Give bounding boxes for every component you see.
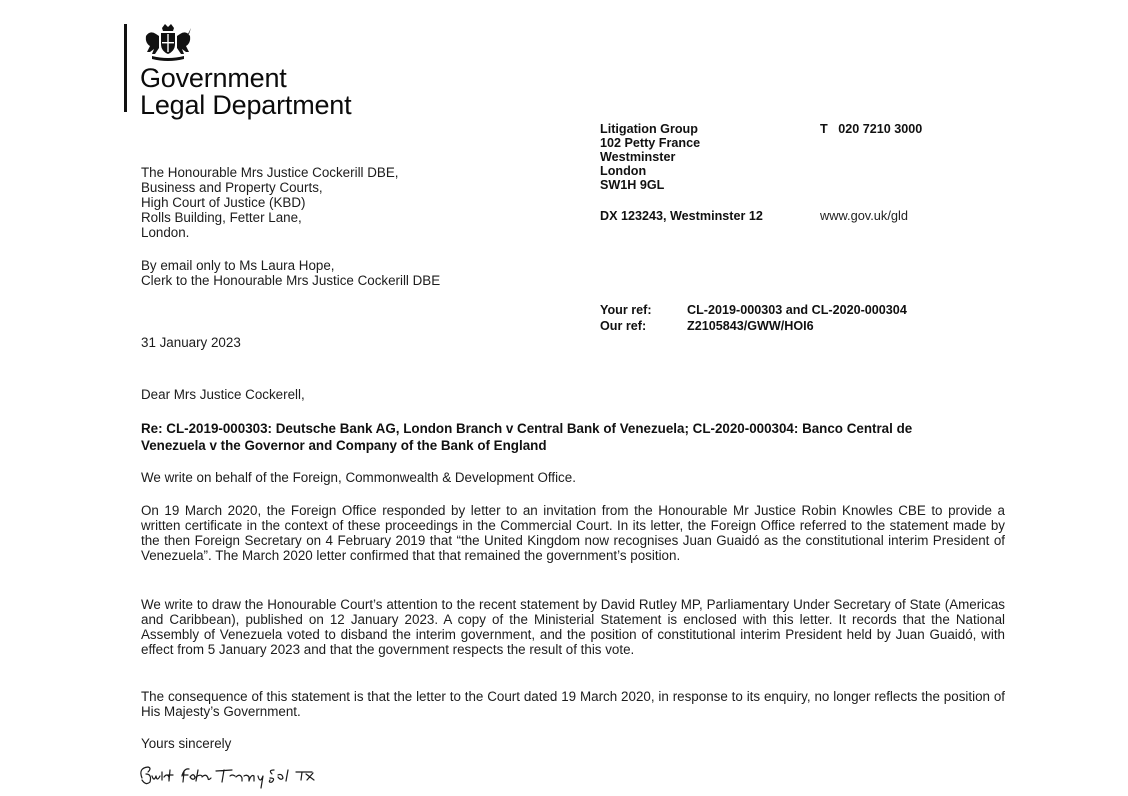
letterhead-line-1: Government: [140, 63, 287, 93]
sender-address-line: Litigation Group: [600, 122, 698, 136]
body-paragraph: We write to draw the Honourable Court’s attention to the recent statement by David Rutley MP, Parliamentary Under Secretary of State (Americas and Caribbean), published on 12 January 2023. A copy of the Ministerial Statement is enclosed with this letter. It records that the National Assembly of Venezuela voted to disband the interim government, and the position of constitutional interim President held by Juan Guaidó, with effect from 5 January 2023 and that the government respects the result of this vote.: [141, 597, 1005, 657]
sender-dx: DX 123243, Westminster 12: [600, 209, 763, 223]
sender-address: [600, 122, 700, 192]
recipient-line: Business and Property Courts,: [141, 180, 323, 195]
letter-date: 31 January 2023: [141, 335, 241, 350]
subject-line: Re: CL-2019-000303: Deutsche Bank AG, London Branch v Central Bank of Venezuela; CL-2020-000304: Banco Central de Venezuela v the Governor and Company of the Bank of England: [141, 421, 913, 453]
sender-phone: T 020 7210 3000: [820, 122, 923, 136]
recipient-line: High Court of Justice (KBD): [141, 195, 306, 210]
your-ref-value: CL-2019-000303 and CL-2020-000304: [687, 303, 907, 317]
your-ref-label: Your ref:: [600, 303, 652, 317]
our-ref-value: Z2105843/GWW/HOI6: [687, 319, 814, 333]
recipient-line: London.: [141, 225, 190, 240]
salutation: Dear Mrs Justice Cockerell,: [141, 387, 305, 402]
sender-address-line: SW1H 9GL: [600, 178, 665, 192]
email-notice-line: By email only to Ms Laura Hope,: [141, 258, 335, 273]
email-notice-line: Clerk to the Honourable Mrs Justice Cockerill DBE: [141, 273, 441, 288]
body-paragraph: The consequence of this statement is that the letter to the Court dated 19 March 2020, in response to its enquiry, no longer reflects the position of His Majesty’s Government.: [141, 689, 1005, 719]
sender-website-link[interactable]: www.gov.uk/gld: [820, 208, 908, 223]
recipient-line: Rolls Building, Fetter Lane,: [141, 210, 302, 225]
letterhead-line-2: Legal Department: [140, 90, 352, 120]
body-paragraph: On 19 March 2020, the Foreign Office responded by letter to an invitation from the Honourable Mr Justice Robin Knowles CBE to provide a written certificate in the context of these proceedings in the Commercial Court. In its letter, the Foreign Office referred to the statement made by the then Foreign Secretary on 4 February 2019 that “the United Kingdom now recognises Juan Guaidó as the constitutional interim President of Venezuela”. The March 2020 letter confirmed that that remained the government’s position.: [141, 503, 1005, 563]
email-notice: [141, 258, 440, 288]
recipient-address: [141, 165, 399, 240]
recipient-line: The Honourable Mrs Justice Cockerill DBE,: [141, 165, 399, 180]
our-ref-label: Our ref:: [600, 319, 647, 333]
handwritten-signature: [136, 760, 386, 790]
closing: Yours sincerely: [141, 736, 232, 751]
royal-coat-of-arms-icon: [138, 22, 198, 62]
body-paragraph: We write on behalf of the Foreign, Commonwealth & Development Office.: [141, 470, 576, 485]
letterhead-rule: [124, 24, 127, 112]
sender-address-line: Westminster: [600, 150, 676, 164]
sender-address-line: London: [600, 164, 647, 178]
sender-address-line: 102 Petty France: [600, 136, 701, 150]
